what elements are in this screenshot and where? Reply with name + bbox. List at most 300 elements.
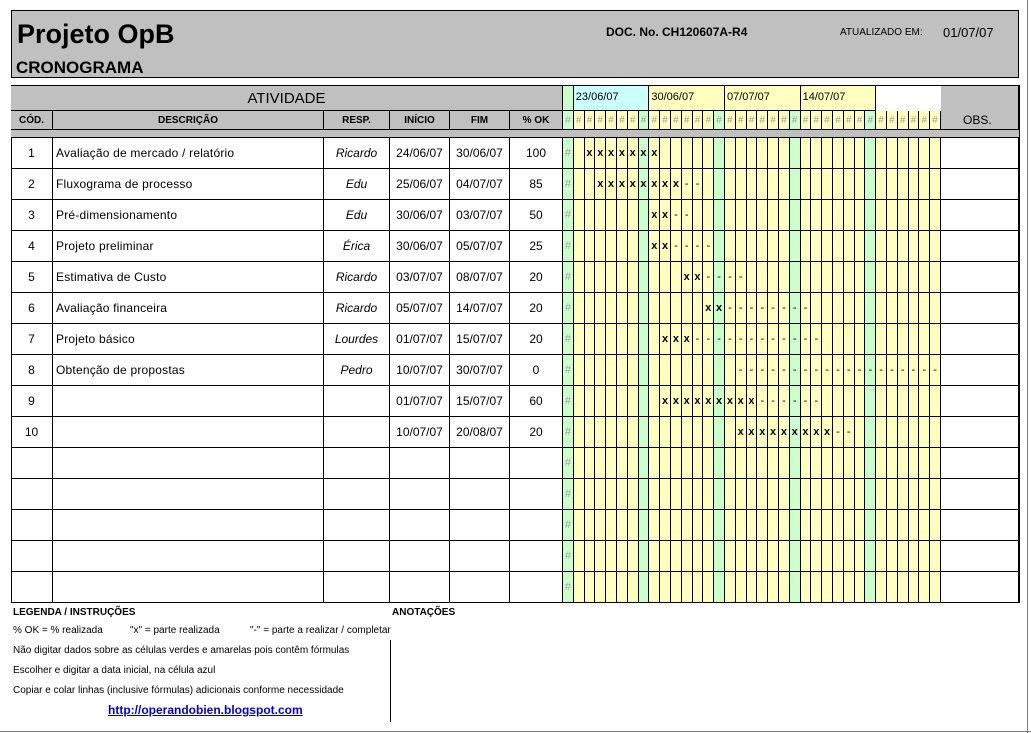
gantt-day: - <box>779 355 790 386</box>
gantt-day <box>574 572 585 603</box>
gantt-day: x <box>682 386 693 417</box>
gantt-day <box>801 448 812 479</box>
document-number: DOC. No. CH120607A-R4 <box>606 25 748 39</box>
gantt-day <box>714 200 725 231</box>
row-ok-cell[interactable]: 25 <box>510 231 563 262</box>
week-header: 07/07/07 <box>725 86 801 111</box>
row-resp-cell[interactable] <box>324 541 390 572</box>
row-ok-cell[interactable]: 20 <box>510 417 563 448</box>
row-desc-cell[interactable] <box>53 572 324 603</box>
row-obs-cell[interactable] <box>941 262 1019 293</box>
row-end-cell[interactable]: 03/07/07 <box>450 200 510 231</box>
col-header-desc: DESCRIÇÃO <box>53 111 324 130</box>
row-start-cell[interactable]: 01/07/07 <box>390 324 450 355</box>
gantt-day <box>930 479 941 510</box>
gantt-day <box>574 200 585 231</box>
gantt-day <box>747 169 758 200</box>
row-obs-cell[interactable] <box>941 324 1019 355</box>
gantt-day <box>909 231 920 262</box>
gantt-day <box>811 448 822 479</box>
gantt-day <box>747 138 758 169</box>
row-end-cell[interactable]: 04/07/07 <box>450 169 510 200</box>
gantt-day <box>617 448 628 479</box>
row-end-cell[interactable]: 15/07/07 <box>450 324 510 355</box>
gantt-day: # <box>563 231 574 262</box>
gantt-day <box>898 572 909 603</box>
day-marker-header: # <box>747 111 758 130</box>
day-marker-header: # <box>682 111 693 130</box>
row-ok-cell[interactable] <box>510 541 563 572</box>
row-ok-cell[interactable] <box>510 448 563 479</box>
gantt-day <box>693 479 704 510</box>
row-ok-cell[interactable]: 20 <box>510 293 563 324</box>
gantt-day: - <box>725 293 736 324</box>
day-marker-header: # <box>606 111 617 130</box>
row-ok-cell[interactable]: 20 <box>510 262 563 293</box>
gantt-day <box>855 479 866 510</box>
gantt-day <box>671 510 682 541</box>
row-resp-cell[interactable] <box>324 572 390 603</box>
activity-section-title: ATIVIDADE <box>11 86 563 111</box>
row-desc-cell[interactable] <box>53 541 324 572</box>
row-obs-cell[interactable] <box>941 355 1019 386</box>
gantt-day <box>833 386 844 417</box>
gantt-day <box>671 355 682 386</box>
gantt-day: - <box>790 386 801 417</box>
gantt-day <box>725 138 736 169</box>
row-start-cell[interactable]: 25/06/07 <box>390 169 450 200</box>
row-code-cell[interactable] <box>11 541 53 572</box>
row-obs-cell[interactable] <box>941 479 1019 510</box>
gantt-day <box>790 510 801 541</box>
gantt-day <box>779 541 790 572</box>
row-end-cell[interactable] <box>450 479 510 510</box>
gantt-day <box>574 293 585 324</box>
gantt-day <box>844 293 855 324</box>
row-code-cell[interactable]: 10 <box>11 417 53 448</box>
gantt-day <box>919 448 930 479</box>
row-desc-cell[interactable] <box>53 417 324 448</box>
row-start-cell[interactable] <box>390 572 450 603</box>
gantt-day <box>833 324 844 355</box>
gantt-day <box>595 541 606 572</box>
gantt-day <box>617 355 628 386</box>
gantt-day <box>682 510 693 541</box>
row-desc-cell[interactable] <box>53 510 324 541</box>
row-start-cell[interactable] <box>390 510 450 541</box>
gantt-day <box>898 448 909 479</box>
gantt-day <box>747 231 758 262</box>
gantt-day: x <box>649 200 660 231</box>
gantt-day <box>887 417 898 448</box>
row-desc-cell[interactable]: Avaliação de mercado / relatório <box>53 138 324 169</box>
row-start-cell[interactable]: 01/07/07 <box>390 386 450 417</box>
gantt-day <box>585 541 596 572</box>
row-code-cell[interactable]: 8 <box>11 355 53 386</box>
row-start-cell[interactable] <box>390 479 450 510</box>
gantt-day <box>790 541 801 572</box>
row-code-cell[interactable] <box>11 448 53 479</box>
gantt-day <box>811 293 822 324</box>
gantt-day <box>639 231 650 262</box>
day-marker-header: # <box>671 111 682 130</box>
gantt-day <box>844 448 855 479</box>
gantt-day: - <box>833 417 844 448</box>
gantt-day <box>790 448 801 479</box>
day-marker-header: # <box>595 111 606 130</box>
gantt-day <box>595 324 606 355</box>
gantt-day <box>714 448 725 479</box>
gantt-day <box>703 541 714 572</box>
gantt-day <box>682 138 693 169</box>
gantt-day <box>768 541 779 572</box>
gantt-day: - <box>714 262 725 293</box>
gantt-day <box>844 169 855 200</box>
gantt-day <box>747 572 758 603</box>
gantt-day <box>768 138 779 169</box>
row-code-cell[interactable] <box>11 510 53 541</box>
gantt-day: x <box>671 169 682 200</box>
gantt-day <box>855 510 866 541</box>
gantt-day <box>736 138 747 169</box>
gantt-day <box>844 479 855 510</box>
gantt-day <box>617 417 628 448</box>
row-obs-cell[interactable] <box>941 417 1019 448</box>
gantt-day <box>639 541 650 572</box>
gantt-day: - <box>714 324 725 355</box>
gantt-day: - <box>909 355 920 386</box>
gantt-day <box>595 510 606 541</box>
gantt-day <box>833 448 844 479</box>
row-ok-cell[interactable]: 100 <box>510 138 563 169</box>
row-end-cell[interactable]: 30/07/07 <box>450 355 510 386</box>
gantt-day <box>606 510 617 541</box>
gantt-day <box>887 138 898 169</box>
row-resp-cell[interactable] <box>324 479 390 510</box>
gantt-day <box>617 324 628 355</box>
gantt-day: x <box>617 169 628 200</box>
row-resp-cell[interactable]: Edu <box>324 169 390 200</box>
col-header-end: FIM <box>450 111 510 130</box>
gantt-day <box>865 293 876 324</box>
gantt-day: x <box>736 386 747 417</box>
gantt-day <box>595 231 606 262</box>
gantt-day: # <box>563 355 574 386</box>
gantt-day <box>682 448 693 479</box>
gantt-day: x <box>585 138 596 169</box>
row-end-cell[interactable]: 15/07/07 <box>450 386 510 417</box>
row-code-cell[interactable] <box>11 572 53 603</box>
row-obs-cell[interactable] <box>941 541 1019 572</box>
gantt-day <box>909 448 920 479</box>
row-desc-cell[interactable]: Projeto básico <box>53 324 324 355</box>
gantt-day <box>865 510 876 541</box>
gantt-day <box>768 510 779 541</box>
gantt-day <box>833 541 844 572</box>
gantt-day <box>574 510 585 541</box>
gantt-day <box>887 541 898 572</box>
row-desc-cell[interactable]: Pré-dimensionamento <box>53 200 324 231</box>
gantt-day <box>628 510 639 541</box>
row-end-cell[interactable]: 08/07/07 <box>450 262 510 293</box>
gantt-day <box>660 355 671 386</box>
gantt-day <box>606 448 617 479</box>
row-code-cell[interactable]: 2 <box>11 169 53 200</box>
row-desc-cell[interactable]: Estimativa de Custo <box>53 262 324 293</box>
gantt-day <box>822 572 833 603</box>
gantt-day <box>887 572 898 603</box>
row-start-cell[interactable]: 05/07/07 <box>390 293 450 324</box>
col-header-start: INÍCIO <box>390 111 450 130</box>
row-obs-cell[interactable] <box>941 510 1019 541</box>
row-obs-cell[interactable] <box>941 293 1019 324</box>
gantt-day <box>898 417 909 448</box>
gantt-day <box>865 386 876 417</box>
gantt-day <box>574 386 585 417</box>
day-marker-header: # <box>757 111 768 130</box>
gantt-day <box>887 510 898 541</box>
row-obs-cell[interactable] <box>941 231 1019 262</box>
gantt-day: - <box>790 324 801 355</box>
gantt-day <box>595 417 606 448</box>
gantt-day <box>682 355 693 386</box>
gantt-day <box>725 510 736 541</box>
gantt-day: # <box>563 572 574 603</box>
row-end-cell[interactable] <box>450 510 510 541</box>
gantt-day: # <box>563 169 574 200</box>
row-resp-cell[interactable]: Ricardo <box>324 293 390 324</box>
gantt-day: x <box>801 417 812 448</box>
gantt-day <box>865 417 876 448</box>
gantt-day <box>876 417 887 448</box>
gantt-day: - <box>779 293 790 324</box>
gantt-day <box>574 355 585 386</box>
row-obs-cell[interactable] <box>941 138 1019 169</box>
gantt-day <box>671 479 682 510</box>
row-ok-cell[interactable]: 20 <box>510 324 563 355</box>
row-code-cell[interactable]: 1 <box>11 138 53 169</box>
gantt-day: - <box>682 169 693 200</box>
row-resp-cell[interactable] <box>324 386 390 417</box>
row-ok-cell[interactable] <box>510 479 563 510</box>
gantt-day <box>574 169 585 200</box>
gantt-day <box>628 417 639 448</box>
gantt-day <box>671 448 682 479</box>
row-obs-cell[interactable] <box>941 200 1019 231</box>
gantt-day <box>714 479 725 510</box>
row-resp-cell[interactable]: Edu <box>324 200 390 231</box>
gantt-day <box>628 293 639 324</box>
gantt-day <box>876 572 887 603</box>
gantt-day <box>703 138 714 169</box>
row-end-cell[interactable]: 05/07/07 <box>450 231 510 262</box>
day-marker-header: # <box>876 111 887 130</box>
gantt-day <box>595 262 606 293</box>
gantt-day <box>865 324 876 355</box>
row-desc-cell[interactable] <box>53 448 324 479</box>
gantt-day <box>844 386 855 417</box>
row-end-cell[interactable]: 14/07/07 <box>450 293 510 324</box>
gantt-day <box>919 200 930 231</box>
row-end-cell[interactable] <box>450 572 510 603</box>
row-code-cell[interactable] <box>11 479 53 510</box>
day-marker-header: # <box>660 111 671 130</box>
row-desc-cell[interactable]: Fluxograma de processo <box>53 169 324 200</box>
row-end-cell[interactable] <box>450 541 510 572</box>
gantt-day: x <box>693 262 704 293</box>
gantt-day: # <box>563 262 574 293</box>
row-ok-cell[interactable]: 50 <box>510 200 563 231</box>
row-end-cell[interactable] <box>450 448 510 479</box>
gantt-day <box>585 572 596 603</box>
row-desc-cell[interactable]: Projeto preliminar <box>53 231 324 262</box>
row-start-cell[interactable]: 10/07/07 <box>390 355 450 386</box>
gantt-day <box>876 262 887 293</box>
gantt-day <box>617 572 628 603</box>
gantt-day <box>649 417 660 448</box>
row-ok-cell[interactable]: 0 <box>510 355 563 386</box>
row-resp-cell[interactable]: Pedro <box>324 355 390 386</box>
gantt-day <box>714 417 725 448</box>
gantt-day <box>757 169 768 200</box>
row-desc-cell[interactable]: Obtenção de propostas <box>53 355 324 386</box>
row-code-cell[interactable]: 5 <box>11 262 53 293</box>
gantt-day <box>865 541 876 572</box>
row-code-cell[interactable]: 4 <box>11 231 53 262</box>
gantt-day <box>898 293 909 324</box>
row-start-cell[interactable] <box>390 541 450 572</box>
gantt-day <box>865 448 876 479</box>
gantt-day: - <box>768 324 779 355</box>
row-resp-cell[interactable] <box>324 417 390 448</box>
project-title: Projeto OpB <box>17 19 175 49</box>
gantt-day <box>844 324 855 355</box>
gantt-day <box>617 262 628 293</box>
row-ok-cell[interactable]: 60 <box>510 386 563 417</box>
gantt-day: - <box>801 293 812 324</box>
col-header-code: CÓD. <box>11 111 53 130</box>
row-ok-cell[interactable] <box>510 572 563 603</box>
gantt-day <box>628 324 639 355</box>
row-desc-cell[interactable] <box>53 386 324 417</box>
gantt-day: x <box>660 231 671 262</box>
row-code-cell[interactable]: 3 <box>11 200 53 231</box>
gantt-day <box>811 510 822 541</box>
gantt-day <box>930 572 941 603</box>
updated-label: ATUALIZADO EM: <box>840 27 923 38</box>
row-start-cell[interactable]: 03/07/07 <box>390 262 450 293</box>
row-resp-cell[interactable] <box>324 510 390 541</box>
gantt-day <box>822 510 833 541</box>
gantt-day <box>898 169 909 200</box>
gantt-day <box>855 200 866 231</box>
gantt-day <box>898 541 909 572</box>
gantt-day: - <box>736 262 747 293</box>
blog-link[interactable]: http://operandobien.blogspot.com <box>108 703 303 717</box>
row-resp-cell[interactable] <box>324 448 390 479</box>
row-start-cell[interactable]: 24/06/07 <box>390 138 450 169</box>
gantt-day <box>909 541 920 572</box>
gantt-day <box>768 169 779 200</box>
gantt-day <box>757 262 768 293</box>
gantt-day <box>649 541 660 572</box>
gantt-day <box>779 138 790 169</box>
row-ok-cell[interactable] <box>510 510 563 541</box>
gantt-day <box>682 293 693 324</box>
row-start-cell[interactable] <box>390 448 450 479</box>
row-desc-cell[interactable] <box>53 479 324 510</box>
gantt-day: # <box>563 479 574 510</box>
gantt-day: x <box>779 417 790 448</box>
row-ok-cell[interactable]: 85 <box>510 169 563 200</box>
row-obs-cell[interactable] <box>941 572 1019 603</box>
notes-title: ANOTAÇÕES <box>392 607 456 618</box>
gantt-day <box>628 541 639 572</box>
row-resp-cell[interactable]: Ricardo <box>324 138 390 169</box>
row-obs-cell[interactable] <box>941 169 1019 200</box>
row-code-cell[interactable]: 7 <box>11 324 53 355</box>
gantt-day <box>649 324 660 355</box>
gantt-day: x <box>811 417 822 448</box>
row-resp-cell[interactable]: Lourdes <box>324 324 390 355</box>
gantt-day: # <box>563 138 574 169</box>
row-resp-cell[interactable]: Ricardo <box>324 262 390 293</box>
row-end-cell[interactable]: 30/06/07 <box>450 138 510 169</box>
gantt-day: # <box>563 541 574 572</box>
row-obs-cell[interactable] <box>941 386 1019 417</box>
day-marker-header: # <box>693 111 704 130</box>
gantt-day <box>909 262 920 293</box>
gantt-day <box>585 479 596 510</box>
row-start-cell[interactable]: 30/06/07 <box>390 231 450 262</box>
row-obs-cell[interactable] <box>941 448 1019 479</box>
gantt-day <box>811 200 822 231</box>
gantt-day: # <box>563 200 574 231</box>
gantt-day <box>736 479 747 510</box>
row-resp-cell[interactable]: Érica <box>324 231 390 262</box>
gantt-day <box>779 479 790 510</box>
gantt-day <box>725 541 736 572</box>
gantt-day <box>736 231 747 262</box>
gantt-day: x <box>660 200 671 231</box>
legend-instruction-date: Escolher e digitar a data inicial, na célula azul <box>13 665 216 676</box>
legend-instruction-cells: Não digitar dados sobre as células verdes e amarelas pois contêm fórmulas <box>13 645 350 656</box>
bottom-edge <box>0 731 1031 732</box>
gantt-day <box>855 541 866 572</box>
row-start-cell[interactable]: 30/06/07 <box>390 200 450 231</box>
row-code-cell[interactable]: 9 <box>11 386 53 417</box>
gantt-day <box>757 479 768 510</box>
gantt-day <box>876 324 887 355</box>
row-start-cell[interactable]: 10/07/07 <box>390 417 450 448</box>
gantt-day: - <box>768 386 779 417</box>
gantt-day <box>768 479 779 510</box>
gantt-day <box>606 293 617 324</box>
gantt-day: - <box>822 355 833 386</box>
gantt-day <box>574 448 585 479</box>
row-end-cell[interactable]: 20/08/07 <box>450 417 510 448</box>
gantt-day <box>909 386 920 417</box>
day-marker-header: # <box>801 111 812 130</box>
gantt-day <box>639 386 650 417</box>
gantt-day <box>790 572 801 603</box>
row-code-cell[interactable]: 6 <box>11 293 53 324</box>
gantt-day <box>801 479 812 510</box>
gantt-day <box>649 386 660 417</box>
right-edge <box>1027 0 1028 733</box>
row-desc-cell[interactable]: Avaliação financeira <box>53 293 324 324</box>
gantt-day <box>909 479 920 510</box>
